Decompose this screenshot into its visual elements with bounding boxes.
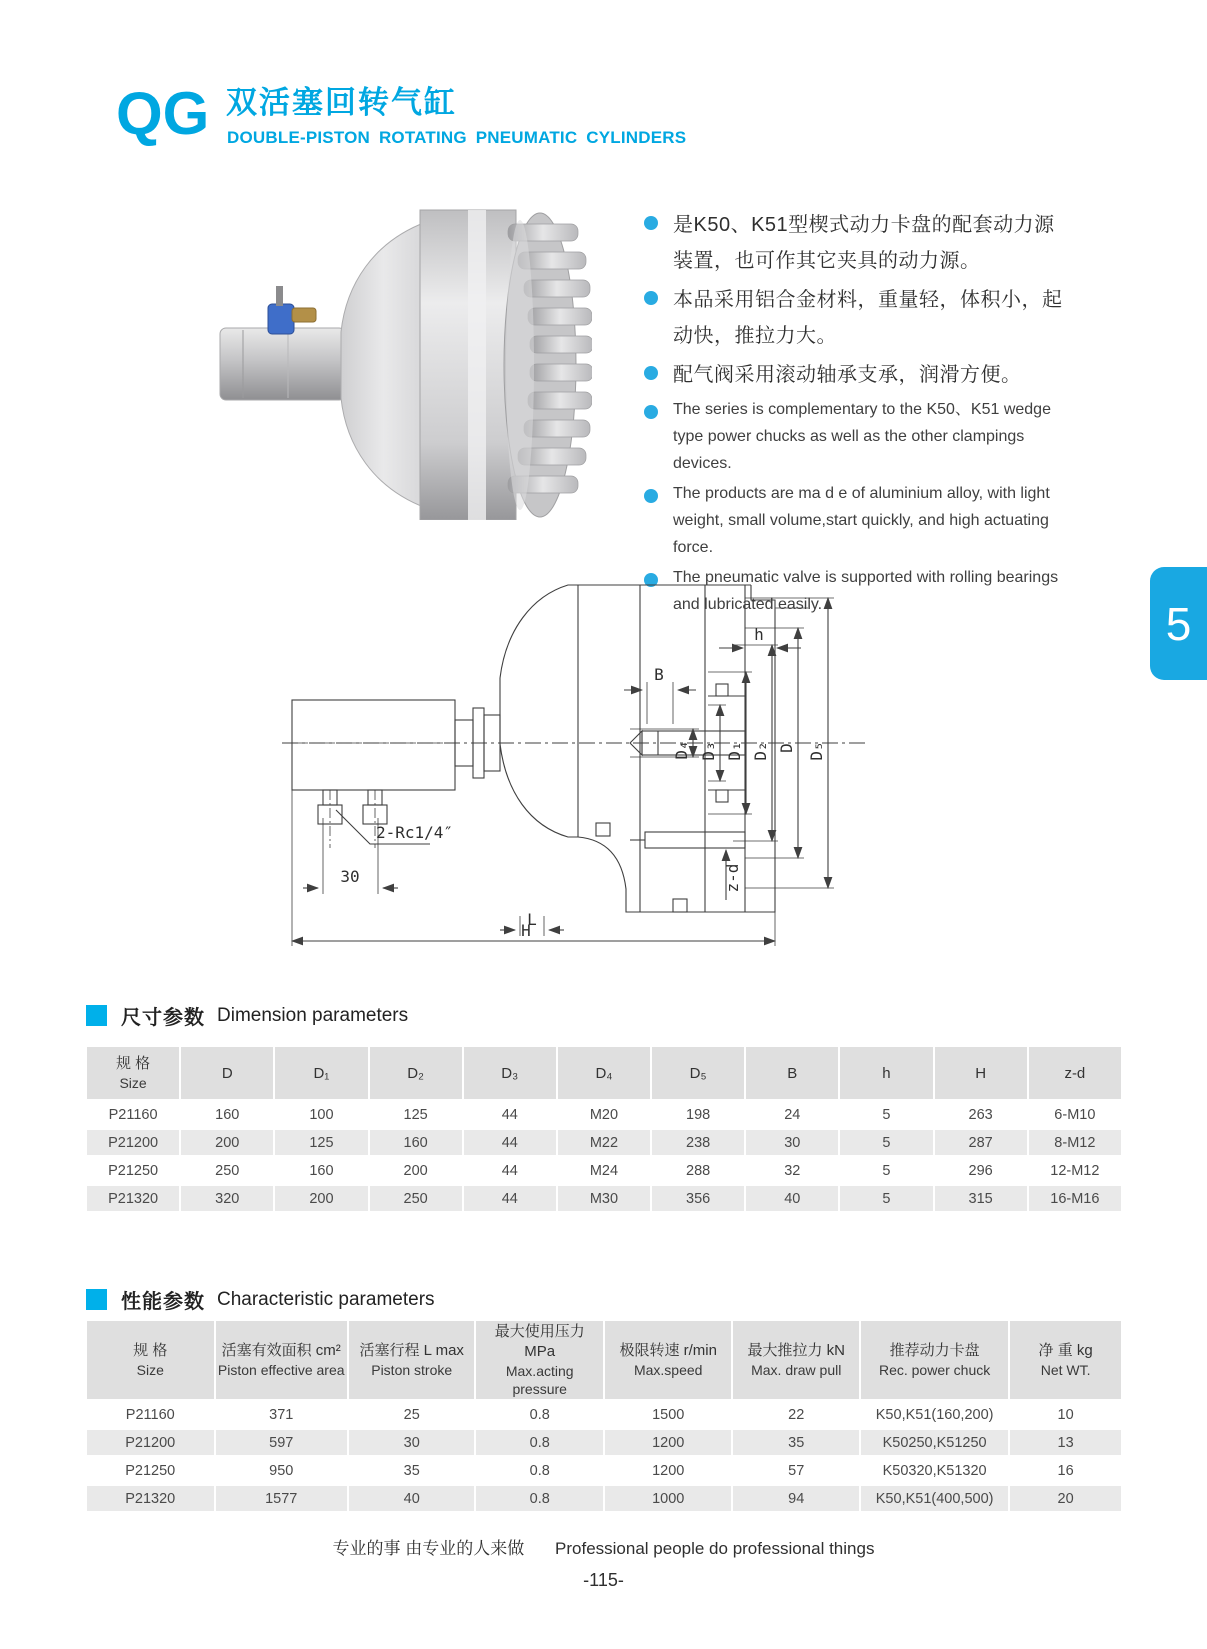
table-cell: 356	[652, 1186, 744, 1211]
table-cell: 30	[746, 1130, 838, 1155]
dim-label-hh: H	[521, 921, 531, 940]
column-header: 净 重 kg Net WT.	[1010, 1321, 1121, 1399]
feature-item: 本品采用铝合金材料，重量轻，体积小，起动快，推拉力大。	[644, 282, 1064, 354]
chapter-tab	[1150, 567, 1207, 680]
section-title-en: Dimension parameters	[217, 1004, 409, 1026]
page-title-zh: 双活塞回转气缸	[226, 85, 457, 120]
table-cell: 0.8	[476, 1402, 603, 1427]
feature-item: The series is complementary to the K50、K51 wedge type power chucks as well as the other clampings devices.	[644, 396, 1064, 477]
table-cell: 160	[181, 1102, 273, 1127]
section-title-zh: 性能参数	[121, 1291, 205, 1313]
table-cell: K50250,K51250	[861, 1430, 1008, 1455]
table-cell: 13	[1010, 1430, 1121, 1455]
table-cell: 44	[464, 1102, 556, 1127]
column-header: D	[181, 1047, 273, 1099]
chapter-number: 5	[1165, 597, 1192, 650]
feature-item: The products are ma d e of aluminium alloy, with light weight, small volume,start quickly, and high actuating force.	[644, 480, 1064, 561]
product-photo	[168, 190, 592, 520]
table-cell: M30	[558, 1186, 650, 1211]
table-cell: K50320,K51320	[861, 1458, 1008, 1483]
table-cell: 238	[652, 1130, 744, 1155]
footer-slogan: 专业的事 由专业的人来做 Professional people do professional things	[332, 1539, 875, 1558]
table-cell: 287	[935, 1130, 1027, 1155]
table-cell: 16	[1010, 1458, 1121, 1483]
table-cell: 25	[349, 1402, 475, 1427]
characteristic-table	[85, 1318, 1123, 1514]
table-row	[87, 1102, 1121, 1127]
table-cell: 0.8	[476, 1430, 603, 1455]
column-header: 规 格 Size	[87, 1047, 179, 1099]
feature-item: 是K50、K51型楔式动力卡盘的配套动力源装置，也可作其它夹具的动力源。	[644, 207, 1064, 279]
technical-drawing	[278, 548, 1008, 952]
table-cell: 950	[216, 1458, 347, 1483]
table-row	[87, 1130, 1121, 1155]
dim-label-d3: D₃	[699, 741, 718, 761]
table-cell: 40	[746, 1186, 838, 1211]
table-cell: 30	[349, 1430, 475, 1455]
page-title-en: DOUBLE-PISTON ROTATING PNEUMATIC CYLINDERS	[227, 128, 687, 147]
table-cell: P21200	[87, 1430, 214, 1455]
dim-label-30: 30	[340, 867, 360, 886]
section-title-en: Characteristic parameters	[217, 1288, 435, 1310]
table-cell: 320	[181, 1186, 273, 1211]
cylinder-shaft	[220, 328, 345, 400]
dim-label-zd: z-d	[723, 863, 742, 893]
table-cell: 44	[464, 1186, 556, 1211]
table-cell: 1200	[605, 1458, 732, 1483]
column-header: z-d	[1029, 1047, 1121, 1099]
section-bullet-icon	[86, 1289, 107, 1310]
table-cell: 160	[275, 1158, 367, 1183]
table-row	[87, 1430, 1121, 1455]
dimension_table	[85, 1044, 1123, 1214]
column-header: H	[935, 1047, 1027, 1099]
table-cell: 200	[181, 1130, 273, 1155]
table-cell: 371	[216, 1402, 347, 1427]
dimension-table	[85, 1044, 1123, 1214]
table-cell: 24	[746, 1102, 838, 1127]
table-cell: P21160	[87, 1402, 214, 1427]
section-header-dimension	[86, 1001, 408, 1030]
section-bullet-icon	[86, 1005, 107, 1026]
table-cell: 8-M12	[1029, 1130, 1121, 1155]
column-header: 推荐动力卡盘 Rec. power chuck	[861, 1321, 1008, 1399]
table-cell: 5	[840, 1130, 932, 1155]
table-cell: 198	[652, 1102, 744, 1127]
table-cell: 44	[464, 1130, 556, 1155]
table-cell: P21250	[87, 1458, 214, 1483]
table-cell: 35	[733, 1430, 859, 1455]
table-cell: 57	[733, 1458, 859, 1483]
table-row	[87, 1402, 1121, 1427]
characteristic_table	[85, 1318, 1123, 1514]
table-cell: 100	[275, 1102, 367, 1127]
table-cell: 1500	[605, 1402, 732, 1427]
table-cell: 0.8	[476, 1486, 603, 1511]
column-header: 最大使用压力 MPa Max.acting pressure	[476, 1321, 603, 1399]
table-cell: 597	[216, 1430, 347, 1455]
table-cell: 1577	[216, 1486, 347, 1511]
cylinder-housing	[341, 222, 426, 508]
dim-label-h: h	[754, 625, 764, 644]
column-header: D₃	[464, 1047, 556, 1099]
port-label: 2-Rc1/4″	[376, 823, 454, 842]
feature-item: 配气阀采用滚动轴承支承，润滑方便。	[644, 357, 1064, 393]
column-header: 规 格 Size	[87, 1321, 214, 1399]
table-cell: 5	[840, 1102, 932, 1127]
table-cell: 40	[349, 1486, 475, 1511]
table-cell: 125	[370, 1102, 462, 1127]
table-cell: 5	[840, 1158, 932, 1183]
table-cell: 125	[275, 1130, 367, 1155]
table-cell: 16-M16	[1029, 1186, 1121, 1211]
dim-label-d: D	[777, 743, 796, 753]
dim-label-d1: D₁	[725, 741, 744, 761]
column-header: 活塞行程 L max Piston stroke	[349, 1321, 475, 1399]
table-cell: 200	[275, 1186, 367, 1211]
table-cell: 12-M12	[1029, 1158, 1121, 1183]
table-cell: P21250	[87, 1158, 179, 1183]
table-cell: 0.8	[476, 1458, 603, 1483]
page-number: -115-	[583, 1570, 624, 1590]
section-header-characteristic	[86, 1285, 435, 1314]
column-header: 最大推拉力 kN Max. draw pull	[733, 1321, 859, 1399]
table-cell: 5	[840, 1186, 932, 1211]
table-cell: 315	[935, 1186, 1027, 1211]
column-header: D₁	[275, 1047, 367, 1099]
dim-label-b: B	[654, 665, 664, 684]
table-cell: M22	[558, 1130, 650, 1155]
feature-item: The pneumatic valve is supported with rolling bearings and lubricated easily.	[644, 564, 1064, 618]
table-cell: P21320	[87, 1186, 179, 1211]
dim-label-l: L	[527, 910, 537, 929]
table-cell: 35	[349, 1458, 475, 1483]
column-header: D₂	[370, 1047, 462, 1099]
table-row	[87, 1186, 1121, 1211]
pneumatic-fitting	[268, 304, 294, 334]
section-title-zh: 尺寸参数	[121, 1007, 205, 1029]
table-cell: K50,K51(160,200)	[861, 1402, 1008, 1427]
table-cell: 32	[746, 1158, 838, 1183]
column-header: D₄	[558, 1047, 650, 1099]
column-header: 活塞有效面积 cm² Piston effective area	[216, 1321, 347, 1399]
ribbed-face	[504, 213, 592, 517]
table-cell: 160	[370, 1130, 462, 1155]
table-cell: 20	[1010, 1486, 1121, 1511]
column-header: D₅	[652, 1047, 744, 1099]
table-cell: 6-M10	[1029, 1102, 1121, 1127]
table-row	[87, 1486, 1121, 1511]
column-header: 极限转速 r/min Max.speed	[605, 1321, 732, 1399]
table-cell: M20	[558, 1102, 650, 1127]
table-cell: 1000	[605, 1486, 732, 1511]
table-cell: 200	[370, 1158, 462, 1183]
table-cell: 250	[181, 1158, 273, 1183]
table-cell: 94	[733, 1486, 859, 1511]
table-cell: 1200	[605, 1430, 732, 1455]
table-cell: P21320	[87, 1486, 214, 1511]
table-row	[87, 1458, 1121, 1483]
dim-label-d2: D₂	[751, 741, 770, 761]
table-cell: P21200	[87, 1130, 179, 1155]
table-cell: 263	[935, 1102, 1027, 1127]
column-header: h	[840, 1047, 932, 1099]
table-cell: M24	[558, 1158, 650, 1183]
table-cell: P21160	[87, 1102, 179, 1127]
table-cell: 296	[935, 1158, 1027, 1183]
table-cell: 288	[652, 1158, 744, 1183]
table-cell: 22	[733, 1402, 859, 1427]
dim-label-d5: D₅	[807, 741, 826, 761]
table-cell: 250	[370, 1186, 462, 1211]
table-cell: K50,K51(400,500)	[861, 1486, 1008, 1511]
series-code: QG	[116, 80, 210, 147]
column-header: B	[746, 1047, 838, 1099]
dim-label-d4: D₄	[672, 740, 691, 760]
table-cell: 44	[464, 1158, 556, 1183]
table-row	[87, 1158, 1121, 1183]
table-cell: 10	[1010, 1402, 1121, 1427]
